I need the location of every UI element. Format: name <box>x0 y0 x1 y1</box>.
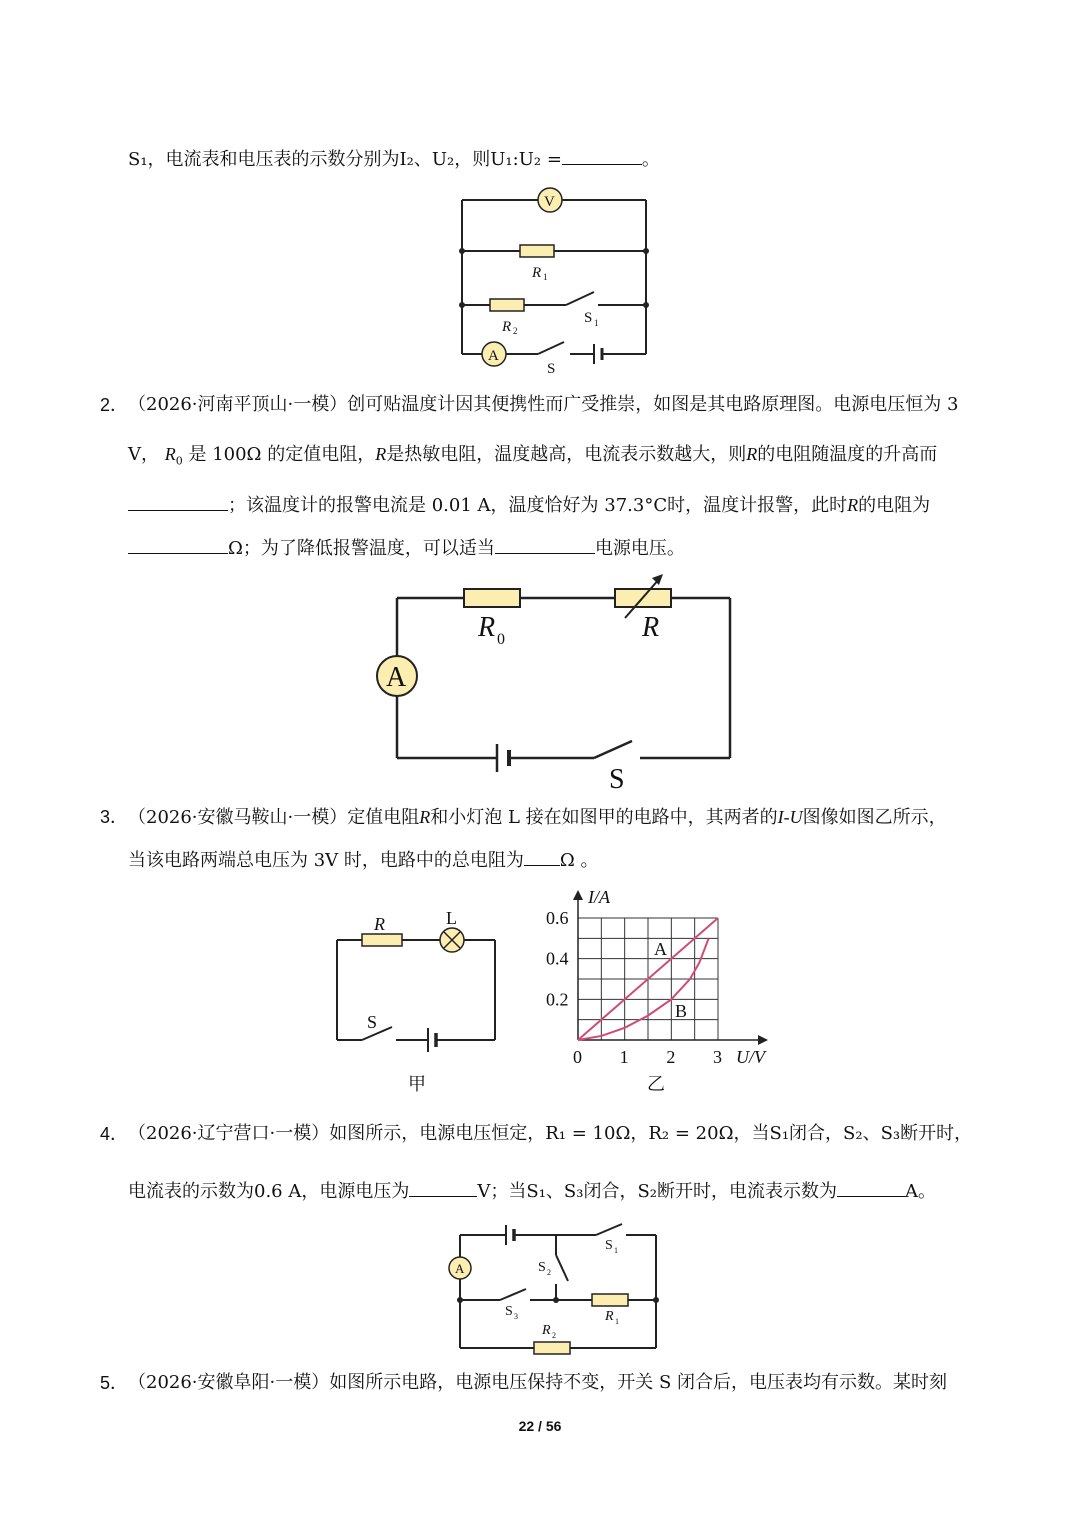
x-tick-label: 1 <box>619 1047 629 1067</box>
r2-label: R <box>542 1323 551 1338</box>
series-label-b: B <box>675 1001 688 1021</box>
q4-number: 4． <box>100 1124 129 1144</box>
x-tick-label: 0 <box>573 1047 582 1067</box>
r2-sub: 2 <box>552 1331 556 1340</box>
y-tick-label: 0.4 <box>546 948 569 969</box>
r0-sub: 0 <box>497 631 505 648</box>
r2-sub: 2 <box>513 326 518 336</box>
y-tick-label: 0.2 <box>546 989 569 1010</box>
q5-text-line-1: （2026·安徽阜阳·一模）如图所示电路，电源电压保持不变，开关 S 闭合后，电压表均有示数。某时刻 <box>128 1372 948 1393</box>
x-axis-label: U/V <box>736 1047 765 1067</box>
x-tick-label: 3 <box>713 1047 722 1067</box>
s2-label: S <box>538 1260 546 1275</box>
figure-caption-a: 甲 <box>408 1074 426 1094</box>
s1-sub: 1 <box>614 1246 618 1255</box>
q4-text-line-2: 电流表的示数为0.6 A，电源电压为 V；当S₁、S₃闭合，S₂断开时，电流表示数为 A。 <box>128 1178 936 1204</box>
switch-s-label: S <box>547 361 556 377</box>
q2-text-line-3: ；该温度计的报警电流是 0.01 A，温度恰好为 37.3°C时，温度计报警，此时R的电阻为 <box>128 492 930 518</box>
r-label: R <box>642 612 660 643</box>
r-label: R <box>374 914 385 934</box>
r1-label: R <box>532 265 542 281</box>
r1-sub: 1 <box>543 272 548 282</box>
s2-sub: 2 <box>547 1268 551 1277</box>
switch-s-label: S <box>609 764 625 795</box>
q2-number: 2． <box>100 395 129 415</box>
series-label-a: A <box>654 939 667 959</box>
ammeter-label: A <box>455 1261 465 1276</box>
y-axis-label: I/A <box>588 887 610 907</box>
resistor-r1-icon <box>592 1294 628 1306</box>
r1-label: R <box>605 1309 614 1324</box>
figure-caption-b: 乙 <box>647 1074 665 1094</box>
resistor-r2-icon <box>534 1342 570 1354</box>
x-tick-label: 2 <box>666 1047 676 1067</box>
lamp-l-label: L <box>446 908 457 928</box>
q3-number: 3． <box>100 807 129 827</box>
ammeter-label: A <box>488 348 499 364</box>
s1-sub: 1 <box>594 318 599 328</box>
q3-text-line-2: 当该电路两端总电压为 3V 时，电路中的总电阻为 Ω 。 <box>128 847 599 873</box>
r0-label: R <box>478 612 496 643</box>
voltmeter-label: V <box>544 194 555 210</box>
q4-text-line-1: （2026·辽宁营口·一模）如图所示，电源电压恒定，R₁ = 10Ω，R₂ = 20Ω，当S₁闭合，S₂、S₃断开时， <box>128 1123 973 1144</box>
r1-sub: 1 <box>615 1317 619 1326</box>
s1-label: S <box>605 1238 613 1253</box>
q1-text-line: S₁，电流表和电压表的示数分别为I₂、U₂，则U₁:U₂ = 。 <box>128 146 660 172</box>
q5-number: 5． <box>100 1373 129 1393</box>
y-tick-label: 0.6 <box>546 908 569 928</box>
page-number: 22 / 56 <box>518 1418 562 1434</box>
s3-sub: 3 <box>514 1312 518 1321</box>
q2-text-line-1: （2026·河南平顶山·一模）创可贴温度计因其便携性而广受推崇，如图是其电路原理图。电源电压恒为 3 <box>128 394 959 415</box>
switch-s-label: S <box>367 1012 378 1032</box>
s1-label: S <box>584 310 593 326</box>
ammeter-label: A <box>386 662 407 693</box>
s3-label: S <box>505 1304 513 1319</box>
r2-label: R <box>502 319 512 335</box>
q2-text-line-2: V， $R_0$ 是 100Ω 的定值电阻，R是热敏电阻，温度越高，电流表示数越大，则R的电阻随温度的升高而 <box>128 444 938 468</box>
q2-text-line-4: Ω；为了降低报警温度，可以适当 电源电压。 <box>128 535 685 561</box>
q3-text-line-1: （2026·安徽马鞍山·一模）定值电阻R和小灯泡 L 接在如图甲的电路中，其两者的I-U图像如图乙所示， <box>128 807 947 828</box>
